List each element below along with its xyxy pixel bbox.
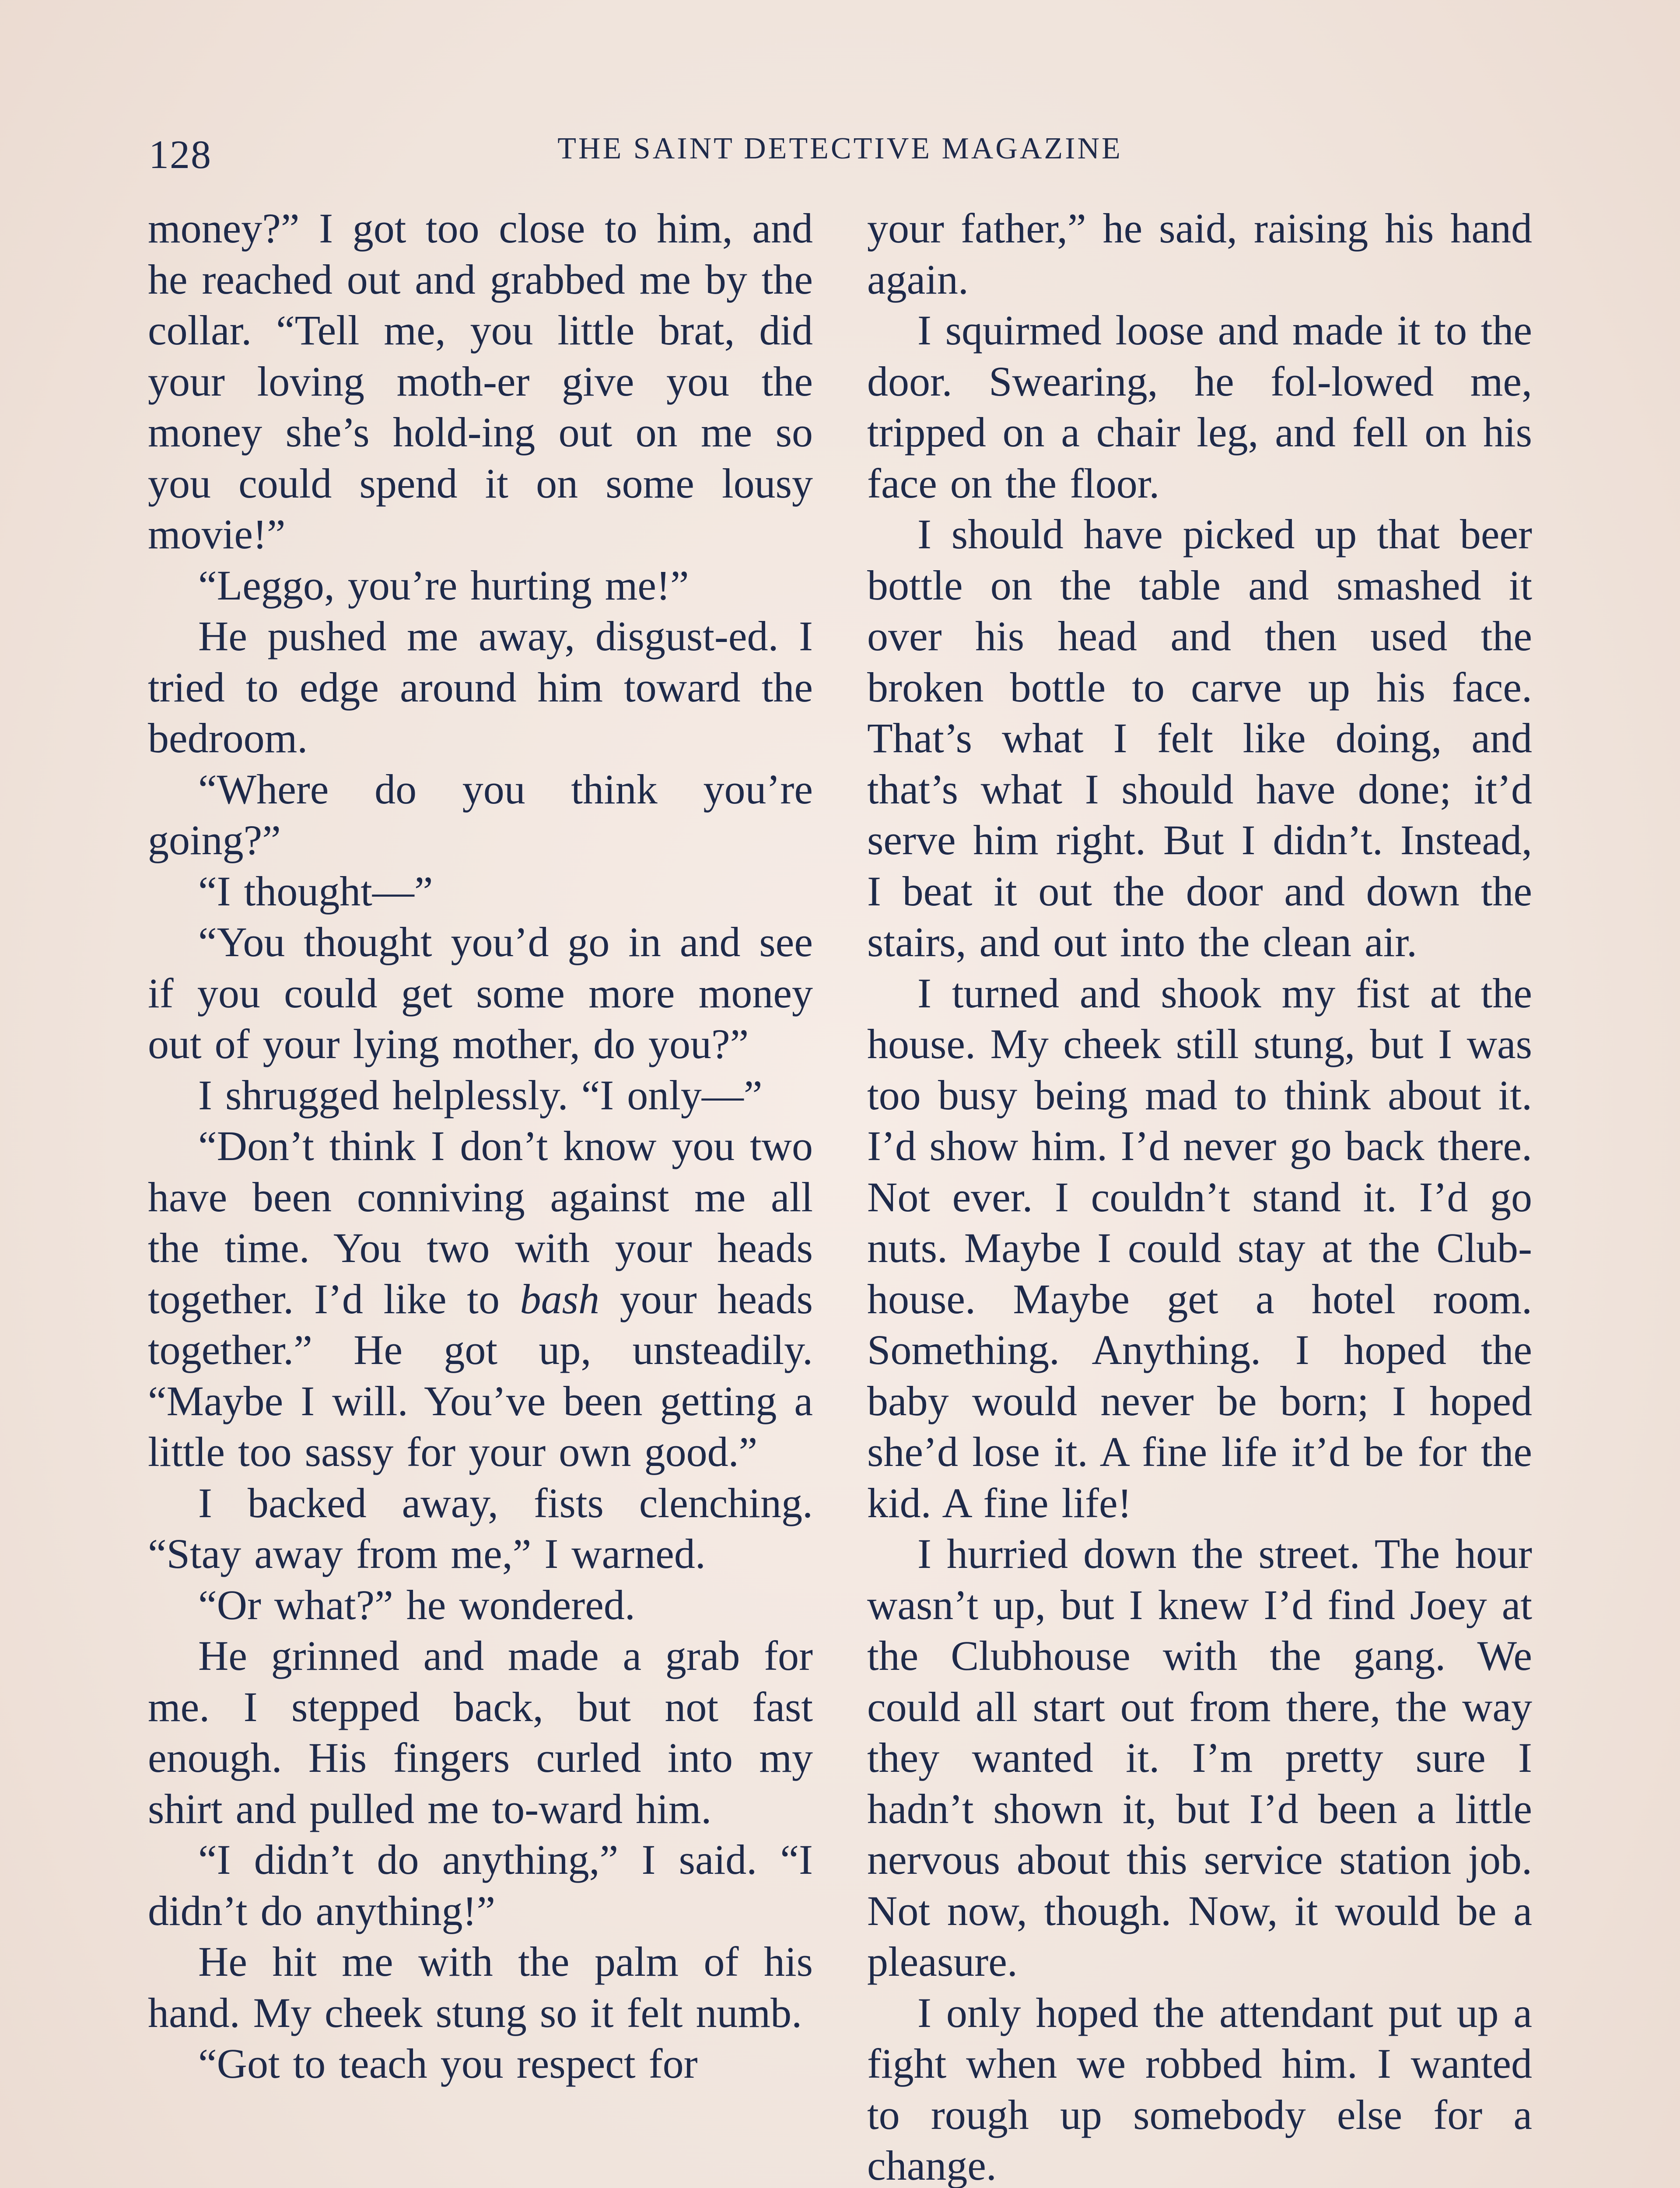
paragraph: “Leggo, you’re hurting me!” [198, 561, 689, 609]
paragraph-text: “Don’t think I don’t know you two have been conniving against me all the time. You two with your heads together. I’d like to [148, 1122, 813, 1322]
paragraph-text: your heads together.” He got up, unsteadily. “Maybe I will. You’ve been getting a little too sassy for your own good.” [148, 1275, 813, 1475]
right-column [867, 203, 1532, 2188]
emphasis-text: bash [520, 1275, 600, 1322]
paragraph: “I didn’t do anything,” I said. “I didn’t do anything!” [148, 1836, 813, 1934]
paragraph: I shrugged helplessly. “I only—” [198, 1071, 763, 1119]
paragraph: He pushed me away, disgust-ed. I tried to edge around him toward the bedroom. [148, 613, 813, 761]
paragraph: “Got to teach you respect for [198, 2040, 698, 2087]
left-column [148, 203, 813, 2090]
running-head: THE SAINT DETECTIVE MAGAZINE [557, 132, 1123, 165]
paragraph: I squirmed loose and made it to the door. Swearing, he fol-lowed me, tripped on a chair leg, and fell on his face on the floor. [867, 307, 1532, 507]
paragraph: He hit me with the palm of his hand. My cheek stung so it felt numb. [148, 1938, 813, 2036]
paragraph: I turned and shook my fist at the house. My cheek still stung, but I was too busy being mad to think about it. I’d show him. I’d never go back there. Not ever. I couldn’t stand it. I’d go nuts. Maybe I could stay at the Club-house. Maybe get a hotel room. Something. Anything. I hoped the baby would never be born; I hoped she’d lose it. A fine life it’d be for the kid. A fine life! [867, 969, 1532, 1526]
paragraph: I backed away, fists clenching. “Stay away from me,” I warned. [148, 1479, 813, 1577]
paragraph: “Where do you think you’re going?” [148, 765, 813, 863]
paragraph: “You thought you’d go in and see if you could get some more money out of your lying mother, do you?” [148, 919, 813, 1067]
paragraph: money?” I got too close to him, and he reached out and grabbed me by the collar. “Tell me, you little brat, did your loving moth-er give you the money she’s hold-ing out on me so you could spend it on some lousy movie!” [148, 205, 813, 558]
paragraph: “I thought—” [198, 867, 433, 915]
paragraph: I hurried down the street. The hour wasn’t up, but I knew I’d find Joey at the Clubhouse with the gang. We could all start out from there, the way they wanted it. I’m pretty sure I hadn’t shown it, but I’d been a little nervous about this service station job. Not now, though. Now, it would be a pleasure. [867, 1530, 1532, 1985]
page-number: 128 [149, 132, 212, 177]
page-header [149, 131, 1531, 193]
paragraph: “Or what?” he wondered. [198, 1581, 635, 1628]
paragraph [148, 1121, 813, 1478]
paragraph: your father,” he said, raising his hand again. [867, 205, 1532, 303]
paragraph: I only hoped the attendant put up a fight when we robbed him. I wanted to rough up somebody else for a change. [867, 1989, 1532, 2188]
paragraph: I should have picked up that beer bottle on the table and smashed it over his head and then used the broken bottle to carve up his face. That’s what I felt like doing, and that’s what I should have done; it’d serve him right. But I didn’t. Instead, I beat it out the door and down the stairs, and out into the clean air. [867, 511, 1532, 965]
paragraph: He grinned and made a grab for me. I stepped back, but not fast enough. His fingers curled into my shirt and pulled me to-ward him. [148, 1632, 813, 1832]
